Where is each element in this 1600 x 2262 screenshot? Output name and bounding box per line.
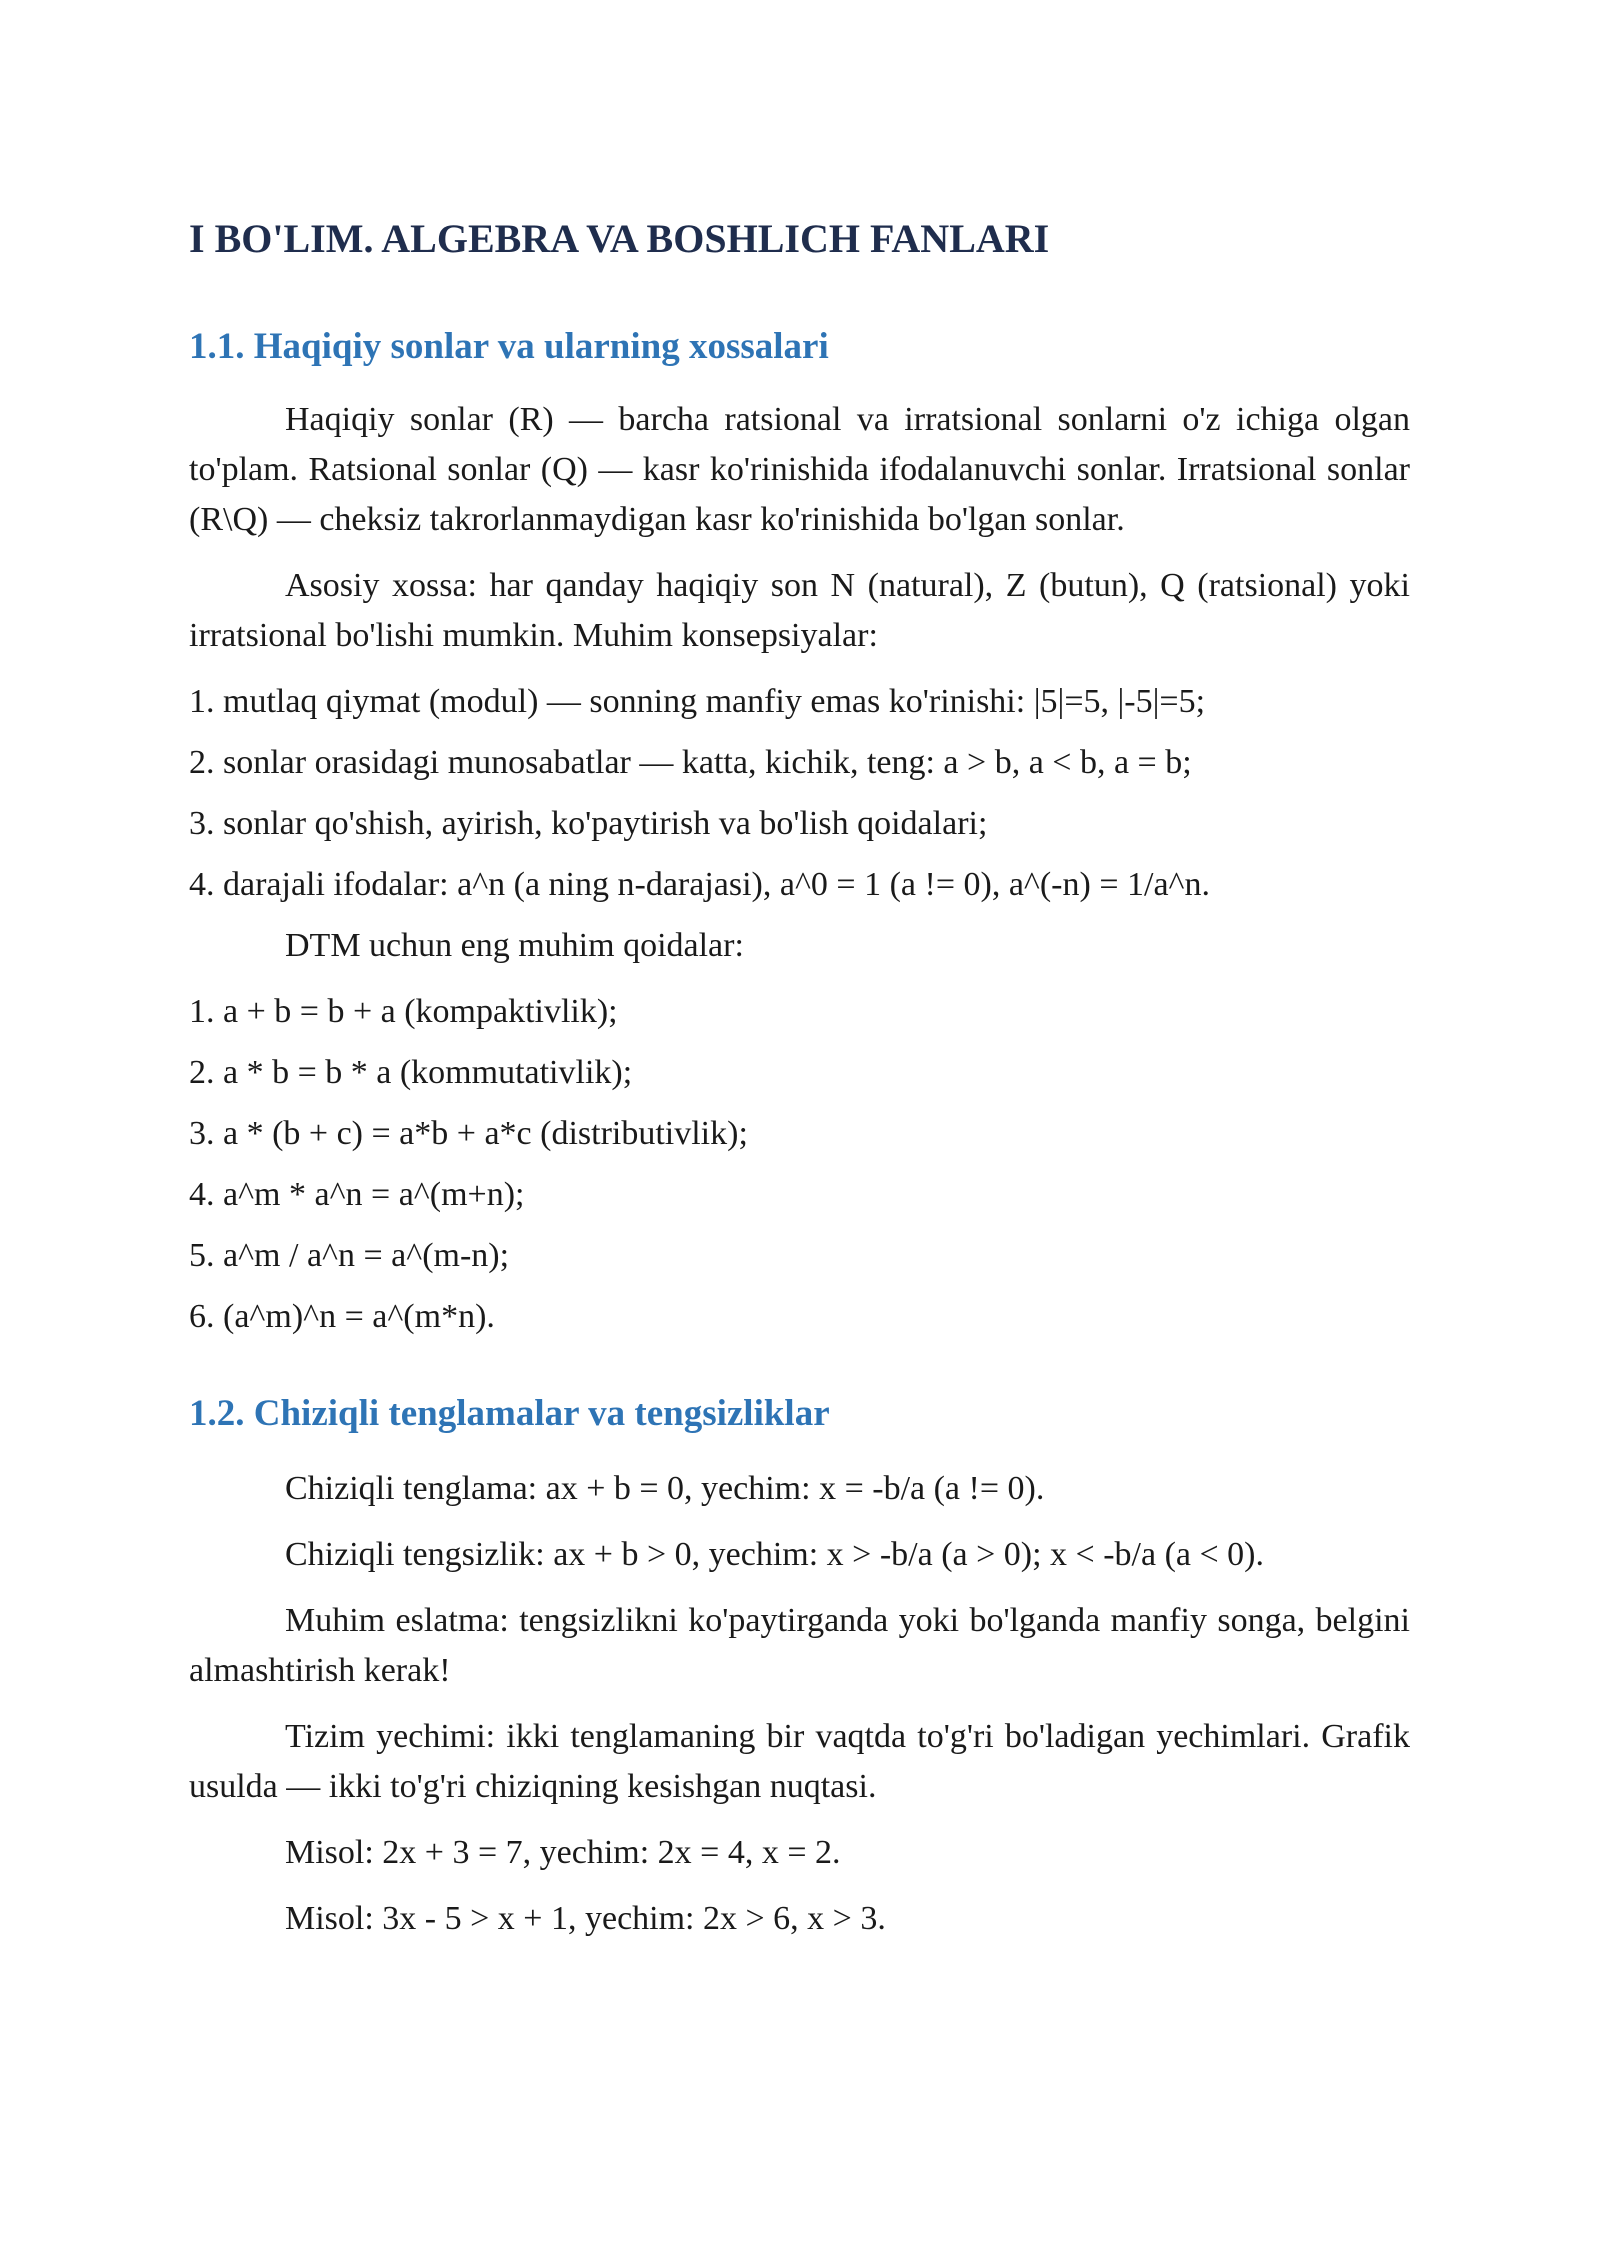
document-page [189,215,1410,1960]
list-item: 2. sonlar orasidagi munosabatlar — katta, kichik, teng: a > b, a < b, a = b; [189,744,1192,782]
list-item: 2. a * b = b * a (kommutativlik); [189,1054,633,1092]
paragraph-important-note: Muhim eslatma: tengsizlikni ko'paytirganda yoki bo'lganda manfiy songa, belgini almashtirish kerak! [189,1601,1410,1689]
document-title: I BO'LIM. ALGEBRA VA BOSHLICH FANLARI [189,216,1050,261]
paragraph-linear-equation: Chiziqli tenglama: ax + b = 0, yechim: x = -b/a (a != 0). [285,1469,1045,1507]
list-item: 3. sonlar qo'shish, ayirish, ko'paytirish va bo'lish qoidalari; [189,805,988,843]
list-item: 1. a + b = b + a (kompaktivlik); [189,993,618,1031]
rules-list [189,987,1410,1342]
concepts-list [189,677,1410,910]
paragraph-example-1: Misol: 2x + 3 = 7, yechim: 2x = 4, x = 2. [285,1833,841,1871]
paragraph-main-property: Asosiy xossa: har qanday haqiqiy son N (natural), Z (butun), Q (ratsional) yoki irratsional bo'lishi mumkin. Muhim konsepsiyalar: [189,567,1410,655]
paragraph-system-solution: Tizim yechimi: ikki tenglamaning bir vaqtda to'g'ri bo'ladigan yechimlari. Grafik usulda — ikki to'g'ri chiziqning kesishgan nuqtasi. [189,1717,1410,1805]
list-item: 4. a^m * a^n = a^(m+n); [189,1176,525,1214]
list-item: 4. darajali ifodalar: a^n (a ning n-darajasi), a^0 = 1 (a != 0), a^(-n) = 1/a^n. [189,866,1210,904]
paragraph-rules-intro: DTM uchun eng muhim qoidalar: [285,927,744,965]
section-heading-1-1: 1.1. Haqiqiy sonlar va ularning xossalari [189,326,829,367]
list-item: 1. mutlaq qiymat (modul) — sonning manfiy emas ko'rinishi: |5|=5, |-5|=5; [189,683,1206,721]
list-item: 3. a * (b + c) = a*b + a*c (distributivlik); [189,1115,748,1153]
section-heading-1-2: 1.2. Chiziqli tenglamalar va tengsizliklar [189,1393,830,1435]
paragraph-example-2: Misol: 3x - 5 > x + 1, yechim: 2x > 6, x > 3. [285,1899,886,1937]
list-item: 5. a^m / a^n = a^(m-n); [189,1237,510,1275]
list-item: 6. (a^m)^n = a^(m*n). [189,1298,495,1336]
paragraph-linear-inequality: Chiziqli tengsizlik: ax + b > 0, yechim: x > -b/a (a > 0); x < -b/a (a < 0). [285,1535,1264,1573]
paragraph-real-numbers: Haqiqiy sonlar (R) — barcha ratsional va irratsional sonlarni o'z ichiga olgan to'plam. Ratsional sonlar (Q) — kasr ko'rinishida ifodalanuvchi sonlar. Irratsional sonlar (R\Q) — cheksiz takrorlanmaydigan kasr ko'rinishida bo'lgan sonlar. [189,401,1410,539]
